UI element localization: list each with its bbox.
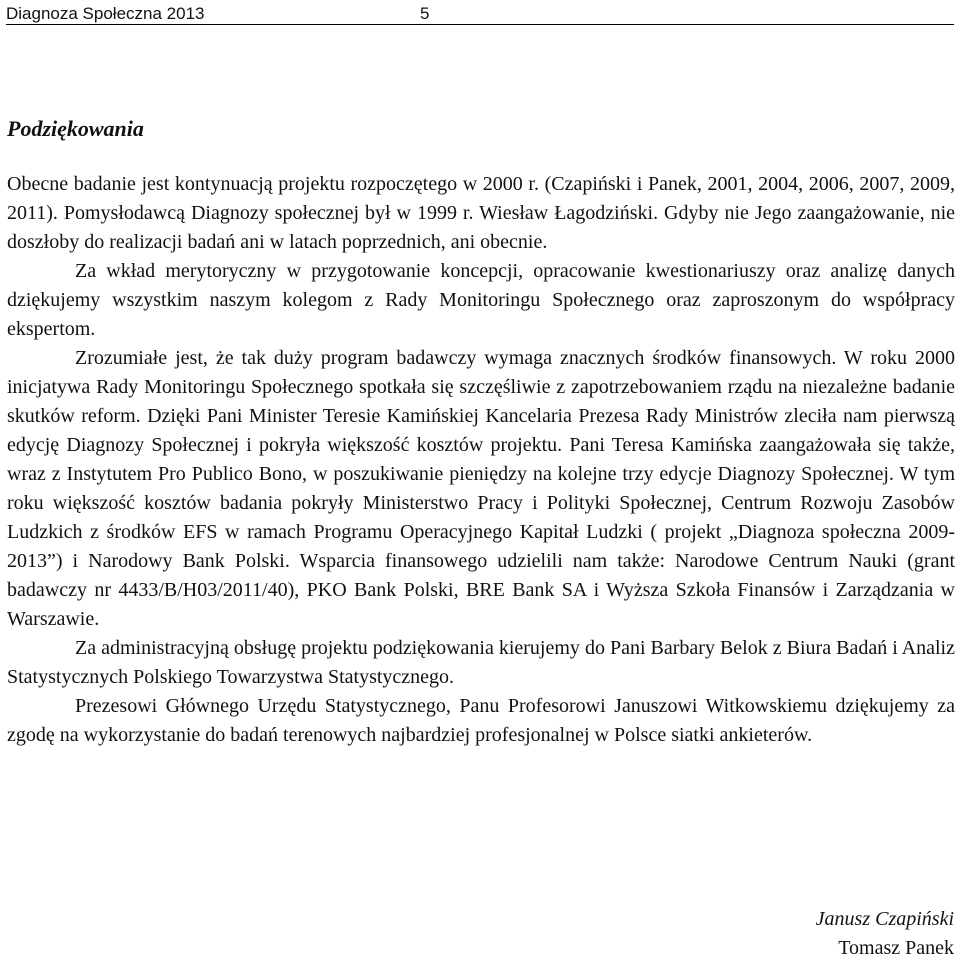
paragraph-funding: Zrozumiałe jest, że tak duży program badawczy wymaga znacznych środków finansowych. W roku 2000 inicjatywa Rady Monitoringu Społecznego spotkała się szczęśliwie z zapotrzebowaniem rządu na niezależne badanie skutków reform. Dzięki Pani Minister Teresie Kamińskiej Kancelaria Prezesa Rady Ministrów zleciła nam pierwszą edycję Diagnozy Społecznej i pokryła większość kosztów projektu. Pani Teresa Kamińska zaangażowała się także, wraz z Instytutem Pro Publico Bono, w poszukiwanie pieniędzy na kolejne trzy edycje Diagnozy Społecznej. W tym roku większość kosztów badania pokryły Ministerstwo Pracy i Polityki Społecznej, Centrum Rozwoju Zasobów Ludzkich z środków EFS w ramach Programu Operacyjnego Kapitał Ludzki ( projekt „Diagnoza społeczna 2009-2013”) i Narodowy Bank Polski. Wsparcia finansowego udzielili nam także: Narodowe Centrum Nauki (grant badawczy nr 4433/B/H03/2011/40), PKO Bank Polski, BRE Bank SA i Wyższa Szkoła Finansów i Zarządzania w Warszawie. xyxy=(7,347,955,630)
paragraph-intro: Obecne badanie jest kontynuacją projektu rozpoczętego w 2000 r. (Czapiński i Panek, 2001, 2004, 2006, 2007, 2009, 2011). Pomysłodawcą Diagnozy społecznej był w 1999 r. Wiesław Łagodziński. Gdyby nie Jego zaangażowanie, nie doszłoby do realizacji badań ani w latach poprzednich, ani obecnie. xyxy=(7,173,955,253)
journal-title: Diagnoza Społeczna 2013 xyxy=(6,4,205,23)
signature-author-2: Tomasz Panek xyxy=(838,937,954,959)
paragraph-admin-thanks: Za administracyjną obsługę projektu podziękowania kierujemy do Pani Barbary Belok z Biura Badań i Analiz Statystycznych Polskiego Towarzystwa Statystycznego. xyxy=(7,637,955,688)
page-number: 5 xyxy=(420,4,430,23)
signature-author-1: Janusz Czapiński xyxy=(815,908,954,930)
paragraph-gus-thanks: Prezesowi Głównego Urzędu Statystycznego, Panu Profesorowi Januszowi Witkowskiemu dziękujemy za zgodę na wykorzystanie do badań terenowych najbardziej profesjonalnej w Polsce siatki ankieterów. xyxy=(7,695,955,746)
running-header xyxy=(6,0,954,25)
paragraph-content-thanks: Za wkład merytoryczny w przygotowanie koncepcji, opracowanie kwestionariuszy oraz analizę danych dziękujemy wszystkim naszym kolegom z Rady Monitoringu Społecznego oraz zaproszonym do współpracy ekspertom. xyxy=(7,260,955,340)
section-title: Podziękowania xyxy=(7,116,144,141)
acknowledgements-body xyxy=(7,170,955,750)
signatures xyxy=(816,905,954,963)
